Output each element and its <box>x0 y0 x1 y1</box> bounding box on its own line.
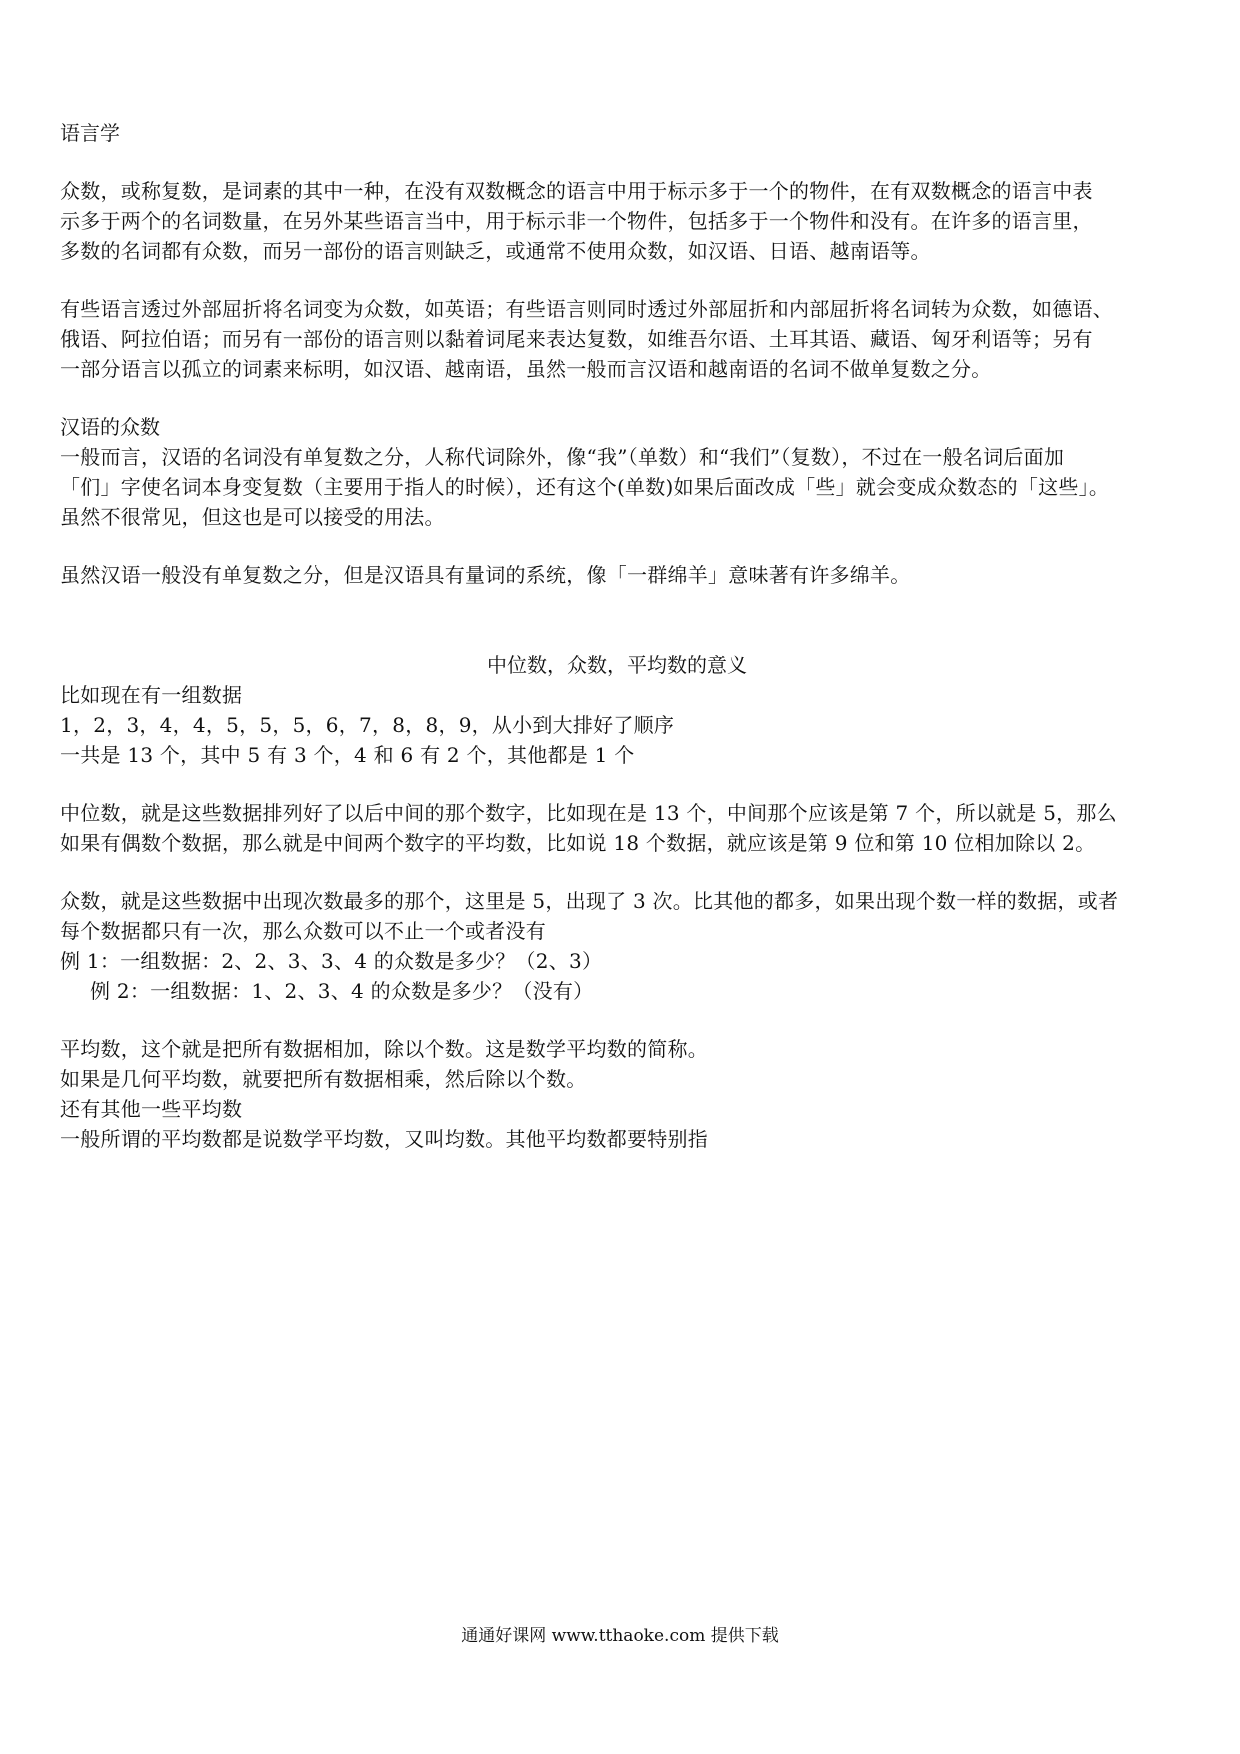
section-title-chinese-plural: 汉语的众数 <box>60 415 160 439</box>
text-line: 还有其他一些平均数 <box>60 1097 243 1121</box>
paragraph-measure-words <box>60 560 1186 590</box>
page-footer: 通通好课网 www.tthaoke.com 提供下载 <box>461 1626 779 1646</box>
text-line: 每个数据都只有一次，那么众数可以不止一个或者没有 <box>60 919 546 943</box>
text-line: 俄语、阿拉伯语；而另有一部份的语言则以黏着词尾来表达复数，如维吾尔语、土耳其语、藏语、匈牙利语等；另有 <box>60 327 1093 351</box>
mode-example-1: 例 1：一组数据：2、2、3、3、4 的众数是多少？（2、3） <box>60 949 603 973</box>
section-title-statistics: 中位数，众数，平均数的意义 <box>487 653 747 677</box>
paragraph-mode <box>60 886 1186 1006</box>
paragraph-plural-inflection <box>60 294 1186 384</box>
text-line: 有些语言透过外部屈折将名词变为众数，如英语；有些语言则同时透过外部屈折和内部屈折将名词转为众数，如德语、 <box>60 297 1113 321</box>
paragraph-median <box>60 798 1186 858</box>
text-line: 如果是几何平均数，就要把所有数据相乘，然后除以个数。 <box>60 1067 587 1091</box>
paragraph-data-example <box>60 680 1186 770</box>
text-line: 示多于两个的名词数量，在另外某些语言当中，用于标示非一个物件，包括多于一个物件和没有。在许多的语言里， <box>60 209 1093 233</box>
text-line: 中位数，就是这些数据排列好了以后中间的那个数字，比如现在是 13 个，中间那个应该是第 7 个，所以就是 5，那么 <box>60 801 1117 825</box>
paragraph-chinese-plural <box>60 442 1186 532</box>
text-line: 平均数，这个就是把所有数据相加，除以个数。这是数学平均数的简称。 <box>60 1037 708 1061</box>
text-line: 「们」字使名词本身变复数（主要用于指人的时候），还有这个(单数)如果后面改成「些」就会变成众数态的「这些」。 <box>60 475 1110 499</box>
text-line: 1，2，3，4，4，5，5，5，6，7，8，8，9，从小到大排好了顺序 <box>60 713 675 737</box>
text-line: 虽然不很常见，但这也是可以接受的用法。 <box>60 505 445 529</box>
text-line: 一部分语言以孤立的词素来标明，如汉语、越南语，虽然一般而言汉语和越南语的名词不做单复数之分。 <box>60 357 992 381</box>
text-line: 如果有偶数个数据，那么就是中间两个数字的平均数，比如说 18 个数据，就应该是第 9 位和第 10 位相加除以 2。 <box>60 831 1096 855</box>
mode-example-2: 例 2：一组数据：1、2、3、4 的众数是多少？（没有） <box>90 979 594 1003</box>
text-line: 一般而言，汉语的名词没有单复数之分，人称代词除外，像“我”（单数）和“我们”（复数），不过在一般名词后面加 <box>60 445 1065 469</box>
text-line: 一般所谓的平均数都是说数学平均数，又叫均数。其他平均数都要特别指 <box>60 1127 708 1151</box>
text-line: 众数，或称复数，是词素的其中一种，在没有双数概念的语言中用于标示多于一个的物件，在有双数概念的语言中表 <box>60 179 1093 203</box>
text-line: 一共是 13 个，其中 5 有 3 个，4 和 6 有 2 个，其他都是 1 个 <box>60 743 635 767</box>
paragraph-plural-definition <box>60 176 1186 266</box>
text-line: 比如现在有一组数据 <box>60 683 243 707</box>
section-title-linguistics: 语言学 <box>60 121 120 145</box>
text-line: 多数的名词都有众数，而另一部份的语言则缺乏，或通常不使用众数，如汉语、日语、越南语等。 <box>60 239 931 263</box>
document-body <box>60 118 1186 1154</box>
paragraph-mean <box>60 1034 1186 1154</box>
text-line: 众数，就是这些数据中出现次数最多的那个，这里是 5，出现了 3 次。比其他的都多，如果出现个数一样的数据，或者 <box>60 889 1119 913</box>
text-line: 虽然汉语一般没有单复数之分，但是汉语具有量词的系统，像「一群绵羊」意味著有许多绵羊。 <box>60 563 911 587</box>
